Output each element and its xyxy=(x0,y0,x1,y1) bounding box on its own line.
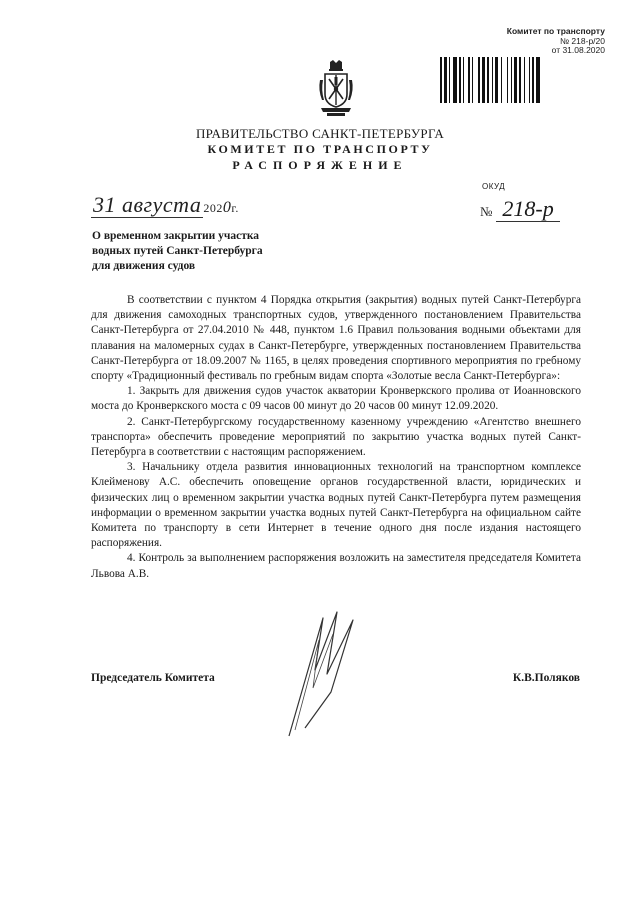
item-2-paragraph: 2. Санкт-Петербургскому государственному казенному учреждению «Агентство внешнего транспорта» обеспечить проведение мероприятий по закрытию участка водных путей Санкт-Петербурга в соответствии с настоящим распоряжением. xyxy=(91,415,581,459)
date-day-month: 31 августа xyxy=(93,192,202,217)
title-line-3: для движения судов xyxy=(92,260,196,272)
document-date xyxy=(91,192,239,218)
signatory-name: К.В.Поляков xyxy=(512,672,580,684)
government-name: ПРАВИТЕЛЬСТВО САНКТ-ПЕТЕРБУРГА xyxy=(195,126,445,141)
date-year-suffix: 0 xyxy=(222,199,232,216)
item-4-paragraph: 4. Контроль за выполнением распоряжения возложить на заместителя председателя Комитета Львова А.В. xyxy=(91,552,581,580)
document-number xyxy=(480,196,560,222)
document-body xyxy=(91,293,581,582)
committee-name: КОМИТЕТ ПО ТРАНСПОРТУ xyxy=(207,142,433,156)
stamp-line-committee: Комитет по транспорту xyxy=(506,26,605,36)
handwritten-signature xyxy=(275,610,365,740)
date-year-prefix: 202 xyxy=(203,201,223,215)
item-1-paragraph: 1. Закрыть для движения судов участок акватории Кронверкского пролива от Иоанновского моста до Кронверкского моста с 09 часов 00 минут до 20 часов 00 минут 12.09.2020. xyxy=(91,385,581,413)
title-line-1: О временном закрытии участка xyxy=(92,230,260,242)
stamp-line-number: № 218-р/20 xyxy=(559,35,605,46)
date-year-unit: г. xyxy=(231,201,239,215)
number-prefix: № xyxy=(480,204,493,219)
document-type: РАСПОРЯЖЕНИЕ xyxy=(232,158,408,172)
preamble-paragraph: В соответствии с пунктом 4 Порядка открытия (закрытия) водных путей Санкт-Петербурга для движения самоходных транспортных судов, утвержденного постановлением Правительства Санкт-Петербурга от 27.04.2010 № 448, пунктом 1.6 Правил пользования водными объектами для плавания на маломерных судах в Санкт-Петербурге, утвержденных постановлением Правительства Санкт-Петербурга от 18.09.2007 № 1165, в целях проведения спортивного мероприятия по гребному спорту «Традиционный фестиваль по гребным видам спорта «Золотые весла Санкт-Петербурга»: xyxy=(91,294,581,383)
stamp-line-date: от 31.08.2020 xyxy=(551,45,605,55)
barcode-icon xyxy=(440,57,608,103)
okud-label: ОКУД xyxy=(482,182,506,191)
item-3-paragraph: 3. Начальнику отдела развития инновационных технологий на транспортном комплексе Клейменову А.С. обеспечить оповещение органов государственной власти, юридических и физических лиц о временном закрытии участка водных путей Санкт-Петербурга путем размещения информации о временном закрытии участка водных путей Санкт-Петербурга на официальном сайте Комитета по транспорту в сети Интернет в течение одного дня после издания настоящего распоряжения. xyxy=(91,461,581,550)
registration-stamp xyxy=(455,27,605,56)
number-value: 218-р xyxy=(496,196,559,222)
title-line-2: водных путей Санкт-Петербурга xyxy=(92,245,263,257)
signatory-position: Председатель Комитета xyxy=(91,672,215,684)
document-title xyxy=(92,229,312,274)
saint-petersburg-coat-of-arms-icon xyxy=(317,60,355,118)
